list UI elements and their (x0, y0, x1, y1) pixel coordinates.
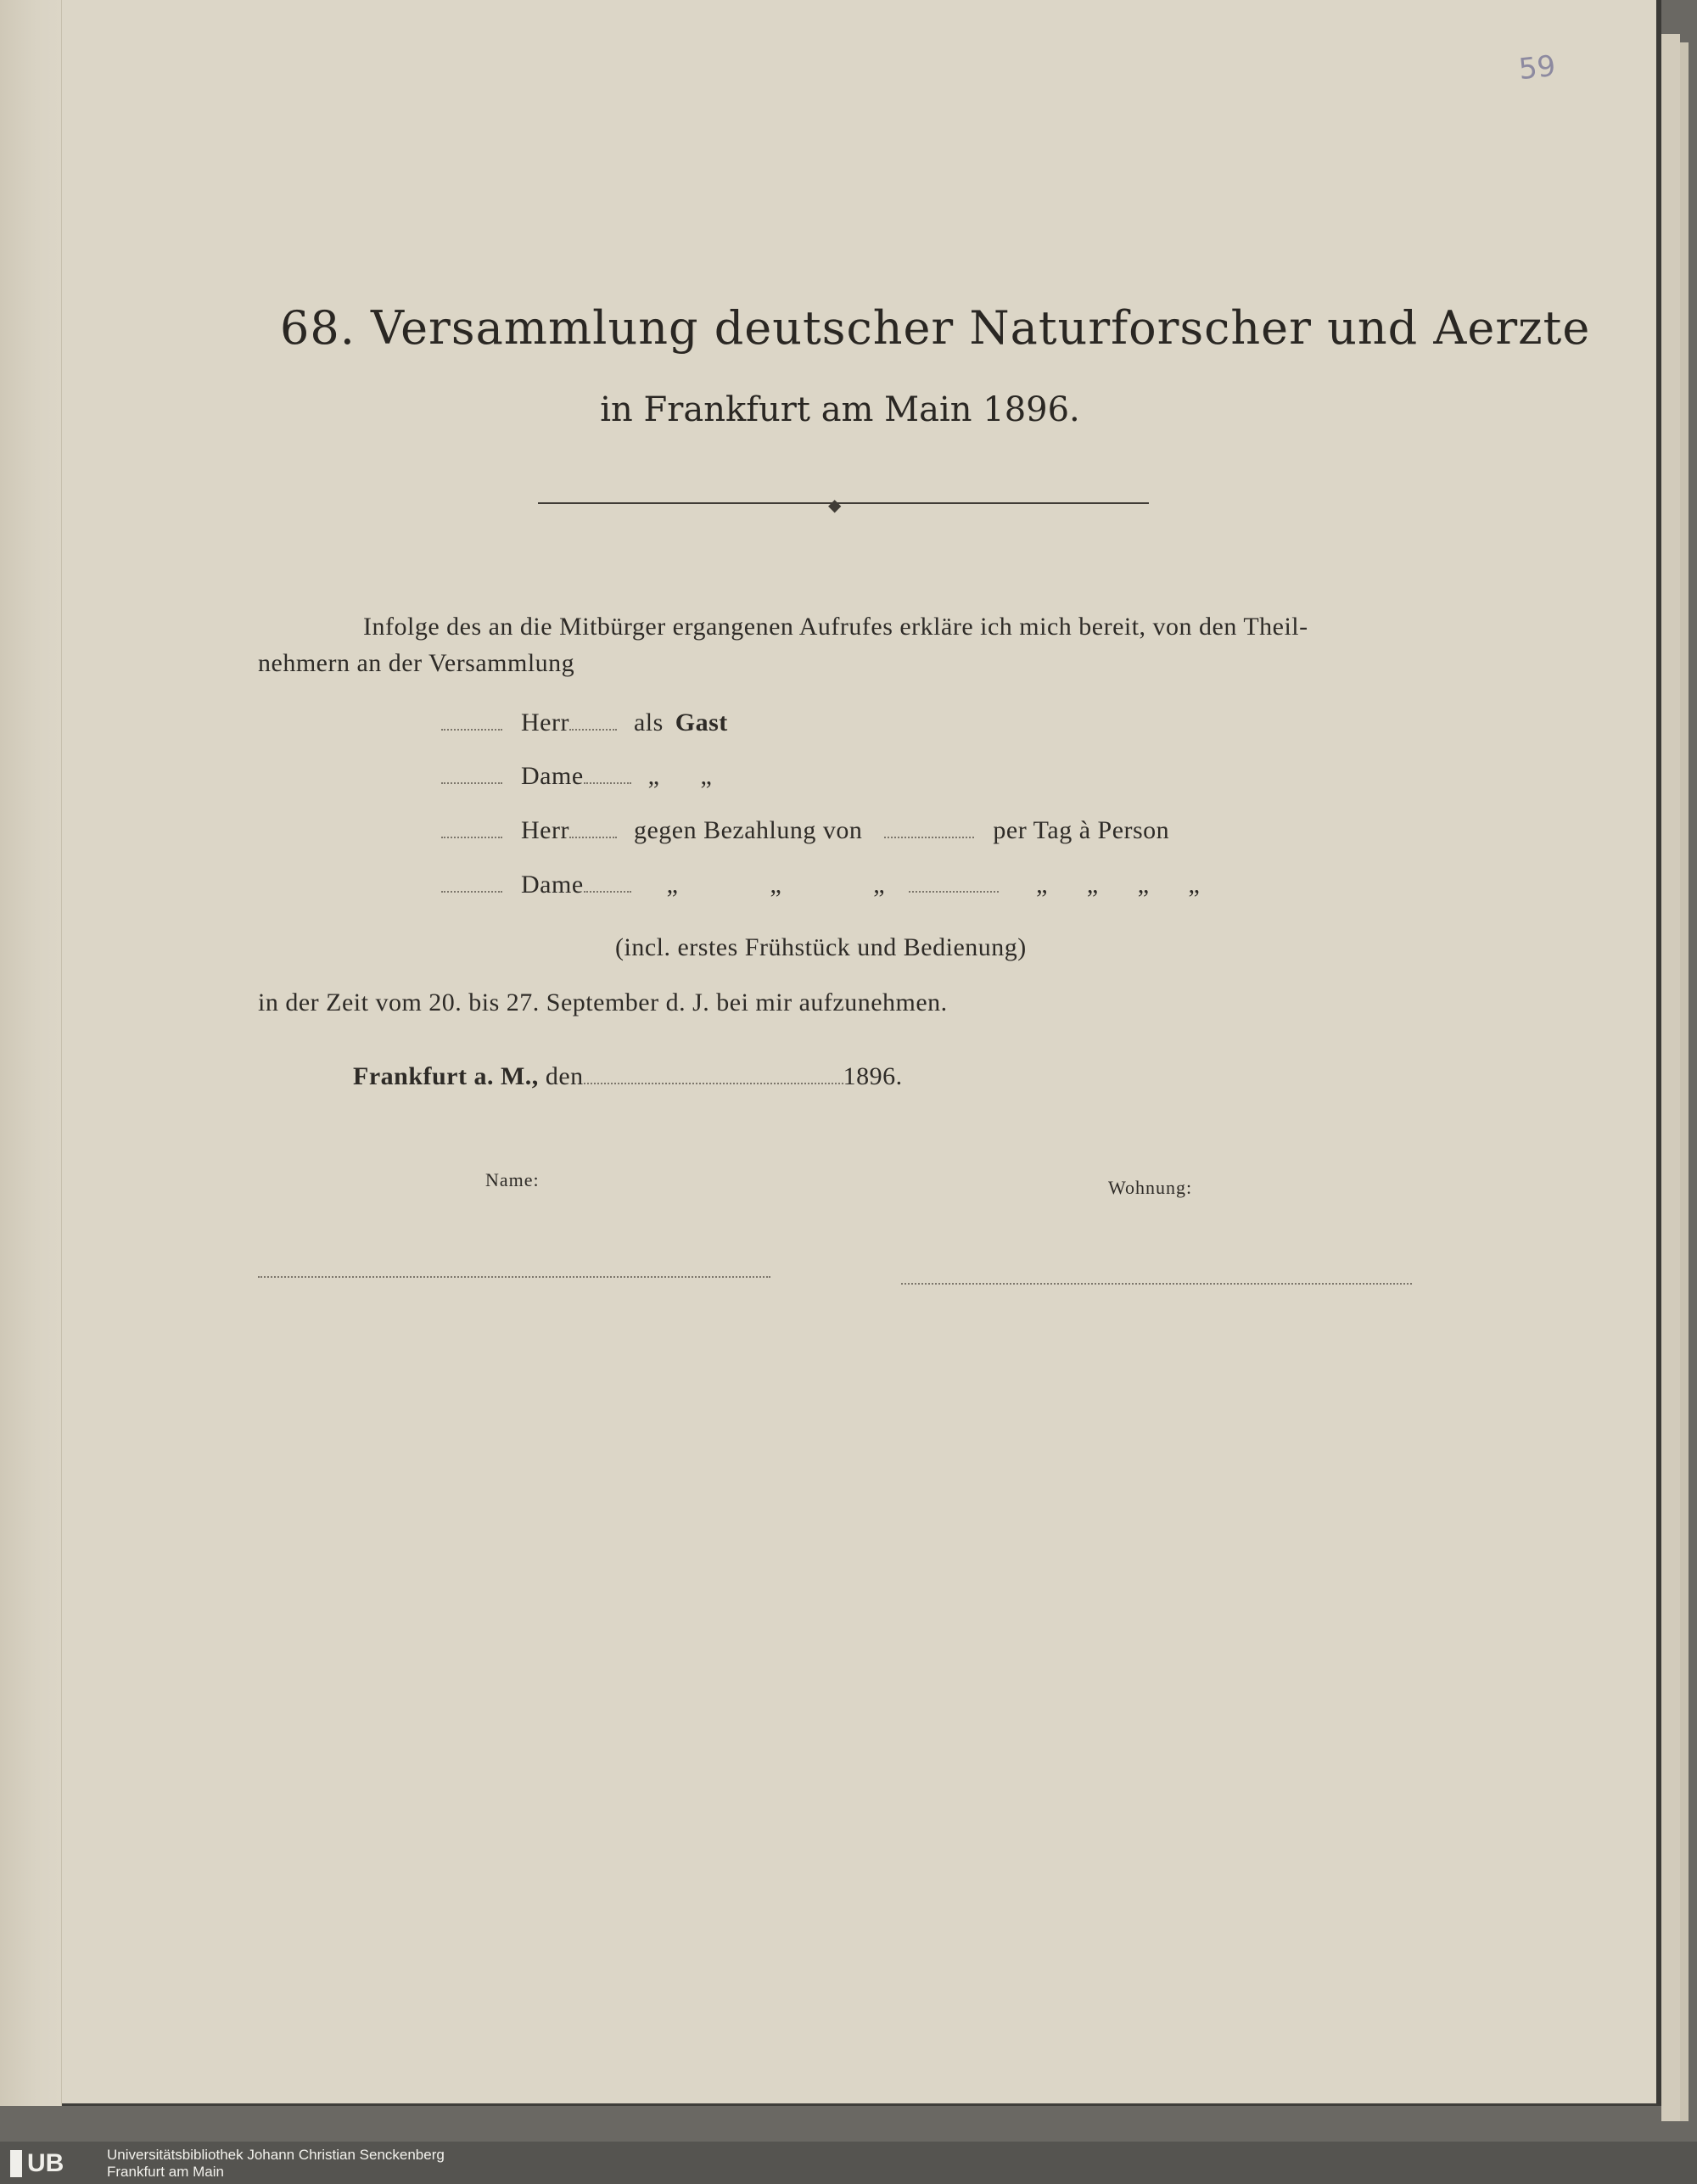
price-blank (884, 818, 974, 838)
option-person: Dame (521, 762, 584, 790)
suffix-blank (584, 872, 631, 893)
option-terms: „ „ (647, 762, 713, 790)
page-edge-shadow (1680, 42, 1689, 2121)
ornamental-rule (538, 502, 1149, 504)
option-row (441, 816, 1169, 845)
option-suffix: per Tag à Person (993, 816, 1170, 844)
price-blank (909, 872, 999, 893)
option-terms: gegen Bezahlung von (633, 816, 863, 844)
name-signature-line (258, 1276, 770, 1278)
suffix-blank (584, 764, 631, 784)
address-label: Wohnung: (1108, 1177, 1193, 1198)
option-row (441, 762, 712, 791)
ub-logo-text: UB (27, 2149, 64, 2177)
count-blank (441, 710, 502, 731)
document-subtitle: in Frankfurt am Main 1896. (600, 390, 1080, 429)
option-suffix: „ „ „ „ (1036, 871, 1201, 899)
place-date-line (353, 1062, 903, 1091)
option-row (441, 708, 728, 737)
option-terms: als (633, 708, 664, 736)
footer-line-1: Universitätsbibliothek Johann Christian Senckenberg (107, 2147, 445, 2163)
inclusion-note: (incl. erstes Frühstück und Bedienung) (615, 933, 1027, 961)
period-line: in der Zeit vom 20. bis 27. September d. J. bei mir aufzunehmen. (258, 988, 948, 1016)
option-terms: „ „ „ (666, 871, 886, 899)
option-person: Dame (521, 871, 584, 899)
year: 1896. (843, 1062, 903, 1090)
intro-line-1: Infolge des an die Mitbürger ergangenen Aufrufes erkläre ich mich bereit, von den Theil- (363, 613, 1308, 641)
count-blank (441, 872, 502, 893)
option-terms-bold: Gast (675, 708, 728, 736)
option-person: Herr (521, 708, 569, 736)
ub-logo (10, 2148, 64, 2179)
footer-credit (107, 2147, 445, 2181)
address-signature-line (901, 1283, 1412, 1285)
rule-ornament: ◆ (828, 496, 842, 515)
suffix-blank (569, 818, 617, 838)
date-blank (584, 1064, 843, 1084)
intro-line-2: nehmern an der Versammlung (258, 649, 575, 677)
suffix-blank (569, 710, 617, 731)
page-gutter (0, 0, 62, 2106)
name-label: Name: (485, 1169, 540, 1190)
count-blank (441, 818, 502, 838)
library-logo-icon (10, 2150, 22, 2177)
document-title: 68. Versammlung deutscher Naturforscher und Aerzte (280, 301, 1591, 355)
page-number: 59 (1517, 48, 1558, 87)
place: Frankfurt a. M., (353, 1062, 539, 1090)
option-row (441, 871, 1200, 899)
count-blank (441, 764, 502, 784)
footer-line-2: Frankfurt am Main (107, 2164, 224, 2180)
date-prefix: den (545, 1062, 584, 1090)
option-person: Herr (521, 816, 569, 844)
page-edge (1661, 34, 1680, 2121)
